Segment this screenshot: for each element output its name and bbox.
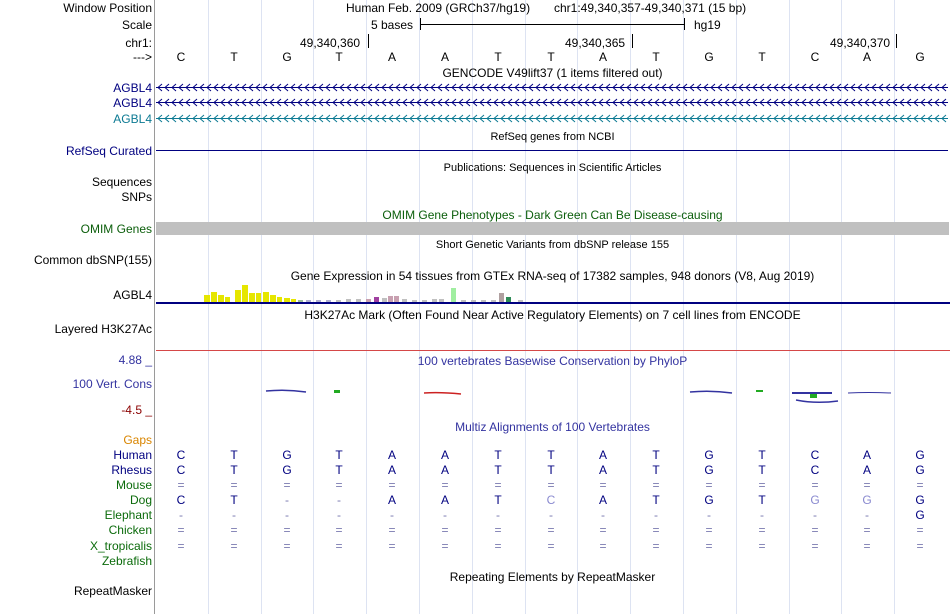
gtex-bar <box>336 300 341 302</box>
gencode-gene-label[interactable]: AGBL4 <box>113 81 152 95</box>
ruler-base: C <box>176 50 186 64</box>
alignment-base: - <box>549 508 553 522</box>
ruler-base: A <box>598 50 607 64</box>
publications-track-title[interactable]: Publications: Sequences in Scientific Articles <box>443 162 662 174</box>
gtex-bar <box>439 299 444 302</box>
gencode-transcript[interactable] <box>156 98 948 107</box>
alignment-base: T <box>758 493 766 507</box>
strand-label: ---> <box>133 50 152 64</box>
gtex-bar <box>306 300 311 302</box>
alignment-base: = <box>916 539 924 553</box>
alignment-base: - <box>232 508 236 522</box>
phylop-score <box>792 392 832 394</box>
alignment-base: = <box>547 523 555 537</box>
gtex-bar <box>204 295 210 302</box>
phylop-track-title[interactable]: 100 vertebrates Basewise Conservation by PhyloP <box>417 354 688 368</box>
phylop-max-label: 4.88 _ <box>118 353 152 367</box>
alignment-base: A <box>387 448 396 462</box>
ruler-base: G <box>282 50 292 64</box>
gtex-bar <box>451 288 456 302</box>
window-position-label: Window Position <box>63 1 152 15</box>
alignment-base: G <box>704 448 714 462</box>
repeatmasker-track-title[interactable]: Repeating Elements by RepeatMasker <box>449 570 656 584</box>
gtex-expression-bars[interactable] <box>156 284 950 304</box>
gtex-bar <box>284 298 290 302</box>
alignment-base: - <box>337 508 341 522</box>
alignment-base: T <box>230 463 238 477</box>
alignment-base: G <box>282 448 292 462</box>
alignment-base: - <box>707 508 711 522</box>
alignment-base: = <box>547 478 555 492</box>
omim-track-title[interactable]: OMIM Gene Phenotypes - Dark Green Can Be Disease-causing <box>382 208 723 222</box>
alignment-base: = <box>916 523 924 537</box>
h3k27ac-track-title[interactable]: H3K27Ac Mark (Often Found Near Active Regulatory Elements) on 7 cell lines from ENCODE <box>304 308 801 322</box>
alignment-base: C <box>176 448 186 462</box>
phylop-score <box>690 391 732 393</box>
alignment-base: = <box>705 539 713 553</box>
alignment-base: - <box>654 508 658 522</box>
gencode-gene-label[interactable]: AGBL4 <box>113 112 152 126</box>
gtex-bar <box>382 298 387 302</box>
chrom-label: chr1: <box>125 36 152 50</box>
omim-phenotype-bar[interactable] <box>156 222 949 235</box>
gtex-bar <box>256 293 261 302</box>
alignment-base: A <box>440 448 449 462</box>
gtex-bar <box>506 297 511 302</box>
alignment-base: = <box>177 523 185 537</box>
alignment-base: T <box>230 493 238 507</box>
gtex-bar <box>518 300 523 302</box>
ruler-base: A <box>862 50 871 64</box>
species-label[interactable]: Chicken <box>108 523 152 537</box>
alignment-base: = <box>758 523 766 537</box>
species-label[interactable]: X_tropicalis <box>89 539 152 553</box>
h3k27ac-signal-line[interactable] <box>156 350 950 351</box>
ruler-base: G <box>915 50 925 64</box>
alignment-base: = <box>388 523 396 537</box>
alignment-base: C <box>176 463 186 477</box>
ruler-base: T <box>652 50 660 64</box>
species-label[interactable]: Zebrafish <box>101 554 152 568</box>
ruler-base: T <box>758 50 766 64</box>
alignment-base: G <box>704 463 714 477</box>
alignment-base: = <box>441 523 449 537</box>
alignment-base: = <box>494 523 502 537</box>
gtex-bar <box>298 300 303 302</box>
gtex-gene-label[interactable]: AGBL4 <box>113 288 152 302</box>
scale-bar-right <box>684 18 685 30</box>
ruler-base: T <box>335 50 343 64</box>
alignment-base: T <box>547 448 555 462</box>
alignment-base: G <box>915 508 925 522</box>
alignment-base: A <box>387 463 396 477</box>
scale-label: Scale <box>121 18 152 32</box>
assembly-name: Human Feb. 2009 (GRCh37/hg19) <box>346 1 531 15</box>
alignment-base: G <box>810 493 820 507</box>
scale-db: hg19 <box>694 18 721 32</box>
repeatmasker-label[interactable]: RepeatMasker <box>73 584 152 598</box>
alignment-base: G <box>704 493 714 507</box>
alignment-base: T <box>335 448 343 462</box>
alignment-base: T <box>335 463 343 477</box>
gtex-bar <box>242 285 248 302</box>
dbsnp-track-title[interactable]: Short Genetic Variants from dbSNP release 155 <box>435 239 670 251</box>
dbsnp-label[interactable]: Common dbSNP(155) <box>33 253 152 267</box>
species-label[interactable]: Elephant <box>104 508 152 522</box>
refseq-transcript-line[interactable] <box>156 150 948 151</box>
alignment-base: = <box>335 523 343 537</box>
coord-tick-label: 49,340,360 <box>300 36 361 50</box>
gtex-bar <box>491 300 496 302</box>
alignment-base: = <box>599 523 607 537</box>
alignment-base: = <box>177 539 185 553</box>
phylop-score <box>848 393 891 394</box>
ruler-base: C <box>810 50 820 64</box>
phylop-score <box>756 390 763 392</box>
alignment-base: - <box>285 508 289 522</box>
alignment-base: = <box>705 478 713 492</box>
alignment-base: A <box>862 463 871 477</box>
window-coordinates[interactable]: chr1:49,340,357-49,340,371 (15 bp) <box>554 1 747 15</box>
alignment-base: = <box>441 539 449 553</box>
alignment-base: = <box>177 478 185 492</box>
alignment-base: T <box>494 463 502 477</box>
alignment-base: - <box>179 508 183 522</box>
alignment-base: = <box>441 478 449 492</box>
gtex-bar <box>422 300 427 302</box>
scale-bar <box>420 24 684 25</box>
gaps-label[interactable]: Gaps <box>123 433 152 447</box>
phylop-score <box>266 390 306 392</box>
gtex-bar <box>218 295 224 302</box>
alignment-base: G <box>862 493 872 507</box>
alignment-base: = <box>705 523 713 537</box>
coord-tick-label: 49,340,365 <box>565 36 626 50</box>
alignment-base: - <box>760 508 764 522</box>
alignment-base: = <box>863 523 871 537</box>
alignment-base: = <box>494 478 502 492</box>
phylop-score <box>796 400 838 402</box>
alignment-base: = <box>388 539 396 553</box>
ruler-base: G <box>704 50 714 64</box>
alignment-base: = <box>652 523 660 537</box>
alignment-base: = <box>388 478 396 492</box>
alignment-base: = <box>758 539 766 553</box>
species-label[interactable]: Rhesus <box>111 463 152 477</box>
alignment-base: T <box>758 463 766 477</box>
refseq-track-title[interactable]: RefSeq genes from NCBI <box>490 131 615 143</box>
gtex-bar <box>481 300 486 302</box>
species-label[interactable]: Mouse <box>115 478 152 492</box>
ruler-base: T <box>547 50 555 64</box>
alignment-base: = <box>230 478 238 492</box>
alignment-base: = <box>283 539 291 553</box>
alignment-base: T <box>494 493 502 507</box>
gtex-bar <box>356 299 361 302</box>
gtex-bar <box>263 292 269 302</box>
alignment-base: T <box>230 448 238 462</box>
gtex-bar <box>316 300 321 302</box>
coord-tick <box>632 34 633 48</box>
alignment-base: = <box>863 478 871 492</box>
species-label[interactable]: Human <box>113 448 152 462</box>
alignment-base: T <box>494 448 502 462</box>
alignment-base: = <box>652 539 660 553</box>
alignment-base: = <box>811 523 819 537</box>
alignment-base: - <box>813 508 817 522</box>
alignment-base: - <box>285 493 289 507</box>
alignment-base: = <box>811 478 819 492</box>
alignment-base: G <box>915 493 925 507</box>
gencode-transcript[interactable] <box>156 83 948 92</box>
alignment-base: A <box>598 463 607 477</box>
alignment-base: C <box>810 463 820 477</box>
gtex-bar <box>471 300 476 302</box>
coord-tick <box>896 34 897 48</box>
alignment-base: T <box>652 493 660 507</box>
alignment-base: = <box>230 523 238 537</box>
gtex-bar <box>394 296 399 302</box>
gencode-track-title[interactable]: GENCODE V49lift37 (1 items filtered out) <box>442 66 663 80</box>
gtex-bar <box>277 297 282 302</box>
coord-tick-label: 49,340,370 <box>830 36 891 50</box>
gtex-bar <box>412 300 417 302</box>
alignment-base: = <box>230 539 238 553</box>
alignment-base: = <box>494 539 502 553</box>
alignment-base: A <box>598 493 607 507</box>
gtex-bar <box>402 299 407 302</box>
alignment-base: = <box>863 539 871 553</box>
publications-label[interactable]: Sequences <box>91 175 152 189</box>
phylop-score <box>810 394 817 398</box>
gtex-track-title[interactable]: Gene Expression in 54 tissues from GTEx RNA-seq of 17382 samples, 948 donors (V8, Aug 2019) <box>290 269 815 283</box>
phylop-score <box>424 393 461 394</box>
gtex-baseline <box>156 302 950 304</box>
alignment-base: T <box>652 463 660 477</box>
alignment-base: = <box>335 478 343 492</box>
phylop-min-label: -4.5 _ <box>121 403 152 417</box>
snps-label[interactable]: SNPs <box>121 190 152 204</box>
alignment-base: - <box>390 508 394 522</box>
alignment-base: A <box>862 448 871 462</box>
gtex-bar <box>270 295 276 302</box>
alignment-base: G <box>915 463 925 477</box>
alignment-base: - <box>865 508 869 522</box>
phylop-score <box>334 390 340 393</box>
omim-label[interactable]: OMIM Genes <box>80 222 152 236</box>
gencode-transcript[interactable] <box>156 114 948 123</box>
gtex-bar <box>366 299 371 302</box>
alignment-base: = <box>599 539 607 553</box>
alignment-base: - <box>601 508 605 522</box>
gtex-bar <box>374 297 379 302</box>
ruler-base: A <box>440 50 449 64</box>
species-label[interactable]: Dog <box>129 493 152 507</box>
gencode-gene-label[interactable]: AGBL4 <box>113 96 152 110</box>
alignment-base: A <box>440 493 449 507</box>
alignment-base: T <box>758 448 766 462</box>
alignment-base: - <box>443 508 447 522</box>
alignment-base: T <box>652 448 660 462</box>
gtex-bar <box>432 299 437 302</box>
gtex-bar <box>388 296 393 302</box>
gtex-bar <box>461 300 466 302</box>
alignment-base: T <box>547 463 555 477</box>
coord-tick <box>368 34 369 48</box>
alignment-base: = <box>547 539 555 553</box>
ruler-base: T <box>494 50 502 64</box>
alignment-base: = <box>652 478 660 492</box>
gtex-bar <box>346 299 351 302</box>
h3k27ac-label[interactable]: Layered H3K27Ac <box>54 322 152 336</box>
phylop-label[interactable]: 100 Vert. Cons <box>72 377 152 391</box>
alignment-base: C <box>546 493 556 507</box>
alignment-base: A <box>598 448 607 462</box>
ruler-base: T <box>230 50 238 64</box>
alignment-base: C <box>176 493 186 507</box>
refseq-label[interactable]: RefSeq Curated <box>65 144 152 158</box>
alignment-base: G <box>915 448 925 462</box>
gtex-bar <box>326 300 331 302</box>
alignment-base: = <box>335 539 343 553</box>
alignment-base: G <box>282 463 292 477</box>
gtex-bar <box>211 292 217 302</box>
phylop-conservation-plot[interactable] <box>156 386 950 408</box>
gtex-bar <box>225 297 230 302</box>
alignment-base: - <box>337 493 341 507</box>
alignment-base: C <box>810 448 820 462</box>
gtex-bar <box>291 299 296 302</box>
alignment-base: A <box>440 463 449 477</box>
alignment-base: - <box>496 508 500 522</box>
gtex-bar <box>249 293 255 302</box>
multiz-track-title[interactable]: Multiz Alignments of 100 Vertebrates <box>455 420 650 434</box>
alignment-base: = <box>283 478 291 492</box>
alignment-base: = <box>916 478 924 492</box>
alignment-base: = <box>599 478 607 492</box>
alignment-base: = <box>811 539 819 553</box>
alignment-base: A <box>387 493 396 507</box>
gtex-bar <box>499 293 504 302</box>
gtex-bar <box>235 290 241 302</box>
alignment-base: = <box>758 478 766 492</box>
alignment-base: = <box>283 523 291 537</box>
ruler-base: A <box>387 50 396 64</box>
scale-text: 5 bases <box>371 18 414 32</box>
